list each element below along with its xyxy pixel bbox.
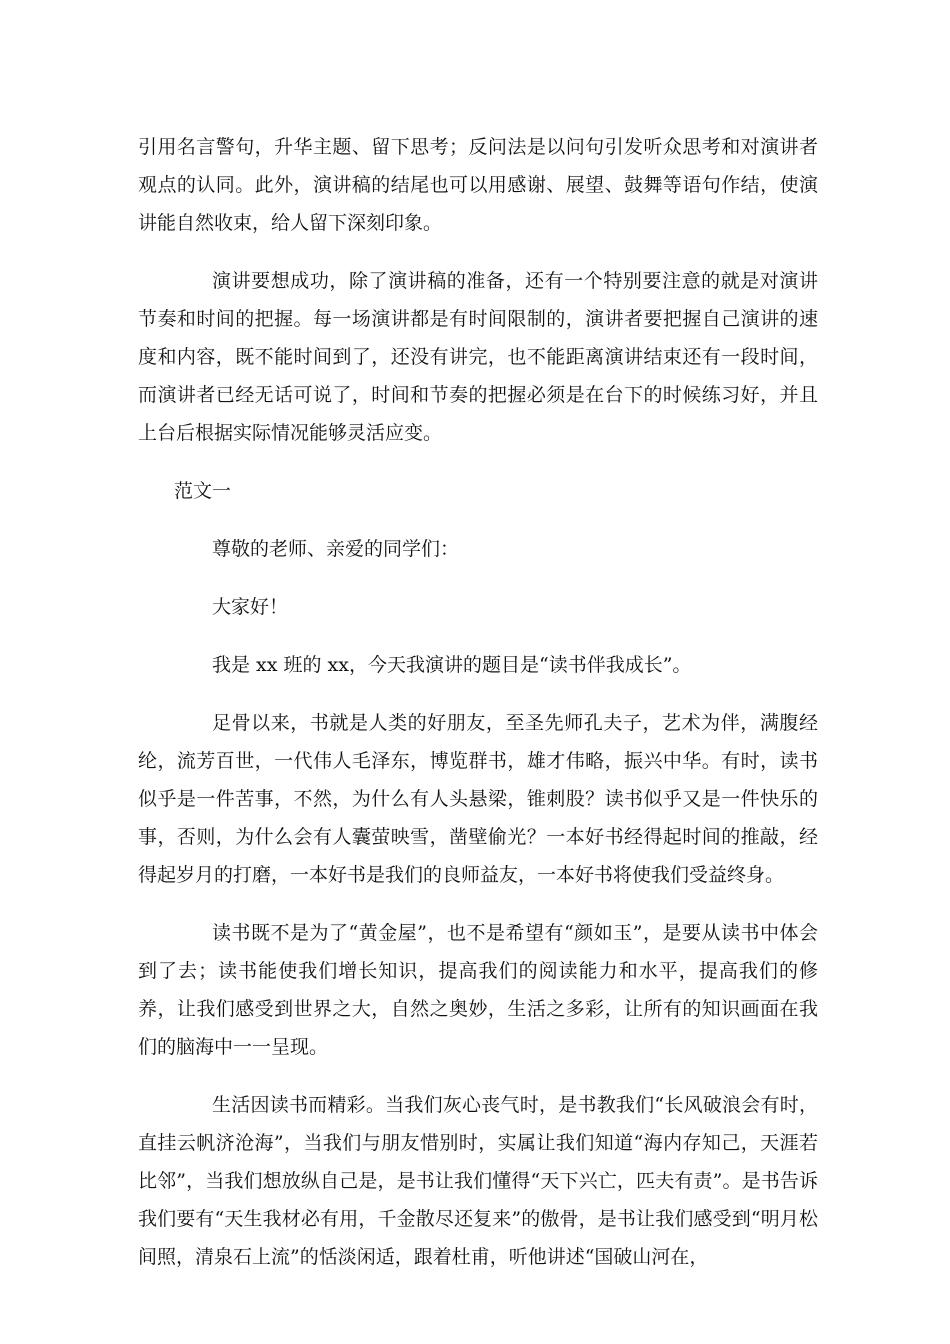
paragraph-timing: 演讲要想成功，除了演讲稿的准备，还有一个特别要注意的就是对演讲节奏和时间的把握。每一场演讲都是有时间限制的，演讲者要把握自己演讲的速度和内容，既不能时间到了，还没有讲完，也不能距离演讲结束还有一段时间，而演讲者已经无话可说了，时间和节奏的把握必须是在台下的时候练习好，并且上台后根据实际情况能够灵活应变。 (138, 270, 818, 444)
paragraph-books-friends: 足骨以来，书就是人类的好朋友，至圣先师孔夫子，艺术为伴，满腹经纶，流芳百世，一代伟人毛泽东，博览群书，雄才伟略，振兴中华。有时，读书似乎是一件苦事，不然，为什么有人头悬梁，锥刺股？读书似乎又是一件快乐的事，否则，为什么会有人囊萤映雪，凿壁偷光？一本好书经得起时间的推敲，经得起岁月的打磨，一本好书是我们的良师益友，一本好书将使我们受益终身。 (138, 712, 818, 886)
salutation: 尊敬的老师、亲爱的同学们： (212, 538, 460, 560)
paragraph-conclusion-methods: 引用名言警句，升华主题、留下思考；反问法是以问句引发听众思考和对演讲者观点的认同。此外，演讲稿的结尾也可以用感谢、展望、鼓舞等语句作结，使演讲能自然收束，给人留下深刻印象。 (138, 136, 818, 234)
section-title: 范文一 (174, 480, 232, 502)
greeting: 大家好！ (212, 596, 289, 618)
document-page (138, 128, 818, 1276)
paragraph-life-reading: 生活因读书而精彩。当我们灰心丧气时，是书教我们“长风破浪会有时，直挂云帆济沧海”，当我们与朋友惜别时，实属让我们知道“海内存知己，天涯若比邻”，当我们想放纵自己是，是书让我们懂得“天下兴亡，匹夫有责”。是书告诉我们要有“天生我材必有用，千金散尽还复来”的傲骨，是书让我们感受到“明月松间照，清泉石上流”的恬淡闲适，跟着杜甫，听他讲述“国破山河在， (138, 1094, 818, 1268)
paragraph-reading-purpose: 读书既不是为了“黄金屋”，也不是希望有“颜如玉”，是要从读书中体会到了去；读书能使我们增长知识，提高我们的阅读能力和水平，提高我们的修养，让我们感受到世界之大，自然之奥妙，生活之多彩，让所有的知识画面在我们的脑海中一一呈现。 (138, 922, 818, 1058)
speech-intro: 我是 xx 班的 xx，今天我演讲的题目是“读书伴我成长”。 (212, 654, 692, 676)
